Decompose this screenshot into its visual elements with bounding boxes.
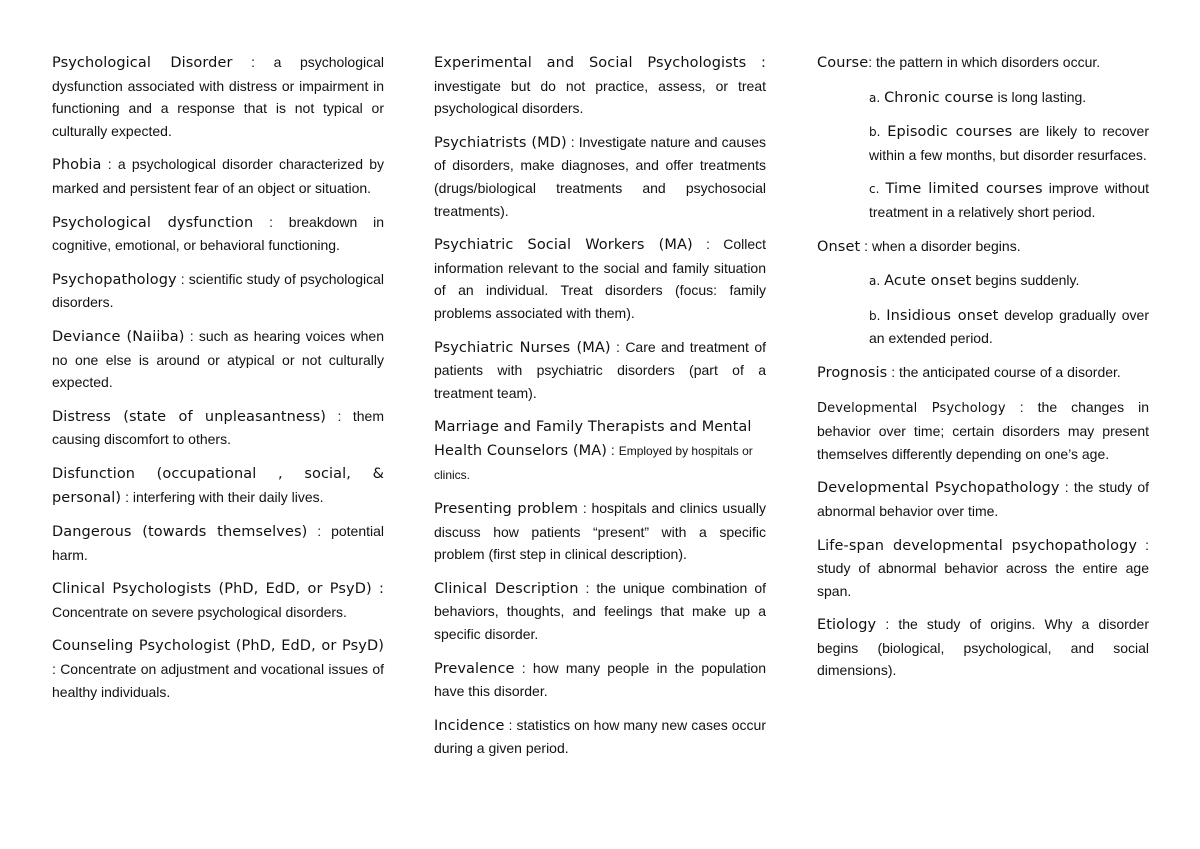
definition: such as hearing voices when no one else is around or atypical or not culturally expected. [52, 327, 385, 391]
definition-presenting-problem: Presenting problem : hospitals and clinics usually discuss how patients “present” with a specific problem (first step in clinical description). [434, 500, 767, 563]
column-1 [52, 51, 384, 714]
definition-life-span-developmental-psychopathology: Life-span developmental psychopathology : study of abnormal behavior across the entire age span. [817, 536, 1150, 599]
definition: improve without treatment in a relatively short period. [869, 180, 1150, 220]
term: Psychological dysfunction [52, 214, 254, 231]
term: Episodic courses [887, 124, 1013, 141]
term: Dangerous (towards themselves) [52, 524, 308, 541]
definition: Concentrate on severe psychological disorders. [52, 603, 347, 620]
term: Counseling Psychologist (PhD, EdD, or PsyD) [52, 638, 384, 655]
term: Psychopathology [52, 271, 177, 288]
course-item-chronic: a. Chronic course is long lasting. [869, 88, 1087, 106]
term: Incidence [434, 717, 505, 734]
definition: statistics on how many new cases occur during a given period. [434, 716, 766, 757]
definition: the unique combination of behaviors, thoughts, and feelings that make up a specific disorder. [434, 579, 766, 643]
onset-item-insidious: b. Insidious onset develop gradually over an extended period. [869, 306, 1150, 347]
term: Onset [817, 238, 861, 255]
definition: Collect information relevant to the social and family situation of an individual. Treat disorders (focus: family problems associated with them). [434, 236, 766, 321]
definition: when a disorder begins. [871, 237, 1021, 254]
definition-clinical-description: Clinical Description : the unique combination of behaviors, thoughts, and feelings that make up a specific disorder. [434, 579, 766, 643]
term: Psychological Disorder [52, 55, 233, 71]
definition-incidence: Incidence : statistics on how many new cases occur during a given period. [434, 716, 766, 757]
definition-course: Course: the pattern in which disorders occur. [817, 54, 1101, 71]
definition-onset: Onset : when a disorder begins. [817, 237, 1021, 255]
term: Prevalence [434, 660, 515, 677]
term: Psychiatric Social Workers (MA) [434, 237, 693, 254]
definition: the anticipated course of a disorder. [898, 363, 1121, 380]
definition: the study of abnormal behavior over time. [817, 479, 1149, 519]
definition: them causing discomfort to others. [52, 407, 384, 448]
definition-clinical-psychologists [52, 577, 384, 623]
term: Phobia [52, 157, 102, 174]
definition-prognosis: Prognosis : the anticipated course of a disorder. [817, 363, 1121, 381]
definition: a psychological dysfunction associated with distress or impairment in functioning and a response that is not typical or culturally expected. [52, 54, 384, 139]
definition-psychiatric-nurses: Psychiatric Nurses (MA) : Care and treatment of patients with psychiatric disorders (part of a treatment team). [434, 338, 766, 401]
term: Deviance (Naiiba) [52, 328, 185, 345]
definition: Care and treatment of patients with psychiatric disorders (part of a treatment team). [434, 338, 766, 401]
definition: hospitals and clinics usually discuss how patients “present” with a specific problem (first step in clinical description). [434, 500, 767, 563]
definition-experimental-social-psychologists [434, 51, 766, 120]
definition-prevalence: Prevalence : how many people in the population have this disorder. [434, 659, 766, 700]
definition: the pattern in which disorders occur. [876, 54, 1101, 70]
term: Clinical Description [434, 580, 579, 597]
definition: begins suddenly. [975, 272, 1080, 289]
definition: investigate but do not practice, assess, or treat psychological disorders. [434, 77, 766, 117]
definition: the changes in behavior over time; certain disorders may present themselves differently depending on one’s age. [817, 398, 1149, 462]
definition-psychiatric-social-workers: Psychiatric Social Workers (MA) : Collect information relevant to the social and family situation of an individual. Treat disorders (focus: family problems associated with them). [434, 236, 766, 321]
definition: breakdown in cognitive, emotional, or behavioral functioning. [52, 213, 384, 254]
term: Acute onset [884, 273, 972, 290]
definition: a psychological disorder characterized by marked and persistent fear of an object or situation. [52, 156, 384, 196]
term: Clinical Psychologists (PhD, EdD, or PsyD) : [52, 581, 384, 598]
definition: the study of origins. Why a disorder begins (biological, psychological, and social dimensions). [817, 616, 1150, 679]
term: Developmental Psychopathology [817, 480, 1060, 497]
term: Presenting problem [434, 501, 579, 518]
column-2 [434, 51, 766, 771]
definition: Employed by hospitals or clinics. [434, 443, 753, 482]
definition: potential harm. [52, 523, 385, 563]
term: Time limited courses [885, 181, 1043, 198]
course-item-episodic: b. Episodic courses are likely to recover within a few months, but disorder resurfaces. [869, 123, 1150, 163]
definition-distress: Distress (state of unpleasantness) : them causing discomfort to others. [52, 407, 384, 448]
definition: are likely to recover within a few months, but disorder resurfaces. [869, 123, 1150, 163]
definition-phobia: Phobia : a psychological disorder characterized by marked and persistent fear of an object or situation. [52, 156, 384, 196]
definition: how many people in the population have this disorder. [434, 659, 766, 700]
term: Etiology [817, 617, 877, 634]
definition: scientific study of psychological disorders. [52, 270, 384, 311]
course-item-time-limited: c. Time limited courses improve without treatment in a relatively short period. [869, 180, 1150, 220]
term: Chronic course [884, 89, 994, 106]
definition: interfering with their daily lives. [132, 488, 324, 505]
term: Psychiatric Nurses (MA) [434, 339, 611, 356]
definition: study of abnormal behavior across the entire age span. [817, 560, 1149, 599]
term: Marriage and Family Therapists and Mental Health Counselors (MA) [434, 419, 752, 459]
definition-etiology: Etiology : the study of origins. Why a disorder begins (biological, psychological, and social dimensions). [817, 616, 1150, 679]
term: Developmental Psychology [817, 400, 1006, 416]
term: Prognosis [817, 364, 888, 381]
term: Insidious onset [886, 307, 999, 324]
term: Disfunction (occupational , social, & personal) [52, 465, 384, 506]
definition-psychological-dysfunction: Psychological dysfunction : breakdown in cognitive, emotional, or behavioral functioning. [52, 213, 384, 254]
definition-developmental-psychopathology: Developmental Psychopathology : the study of abnormal behavior over time. [817, 479, 1149, 519]
definition-counseling-psychologist: Counseling Psychologist (PhD, EdD, or PsyD) : Concentrate on adjustment and vocational issues of healthy individuals. [52, 638, 385, 700]
definition-psychological-disorder: Psychological Disorder : a psychological dysfunction associated with distress or impairment in functioning and a response that is not typical or culturally expected. [52, 54, 384, 139]
definition: is long lasting. [997, 88, 1087, 105]
definition-developmental-psychology: Developmental Psychology : the changes in behavior over time; certain disorders may present themselves differently depending on one’s age. [817, 398, 1149, 462]
definition-psychopathology: Psychopathology : scientific study of psychological disorders. [52, 270, 384, 311]
term: Experimental and Social Psychologists : [434, 55, 766, 71]
onset-item-acute: a. Acute onset begins suddenly. [869, 272, 1080, 290]
definition-psychiatrists: Psychiatrists (MD) : Investigate nature and causes of disorders, make diagnoses, and offer treatments (drugs/biological treatments and psychosocial treatments). [434, 133, 767, 219]
definition-deviance: Deviance (Naiiba) : such as hearing voices when no one else is around or atypical or not culturally expected. [52, 327, 385, 391]
definition-dangerous: Dangerous (towards themselves) : potential harm. [52, 523, 385, 563]
term: Distress (state of unpleasantness) [52, 408, 327, 425]
definition-marriage-family-therapists: Marriage and Family Therapists and Mental Health Counselors (MA) : Employed by hospitals or clinics. [434, 419, 753, 482]
term: Course [817, 55, 869, 71]
definition-disfunction: Disfunction (occupational , social, & personal) : interfering with their daily lives. [52, 465, 384, 506]
term: Psychiatrists (MD) [434, 134, 567, 151]
definition: Concentrate on adjustment and vocational issues of healthy individuals. [52, 661, 385, 700]
column-3 [817, 51, 1149, 693]
definition: Investigate nature and causes of disorders, make diagnoses, and offer treatments (drugs/biological treatments and psychosocial treatments). [434, 133, 767, 219]
definition: develop gradually over an extended period. [869, 306, 1150, 347]
term: Life-span developmental psychopathology [817, 537, 1138, 554]
